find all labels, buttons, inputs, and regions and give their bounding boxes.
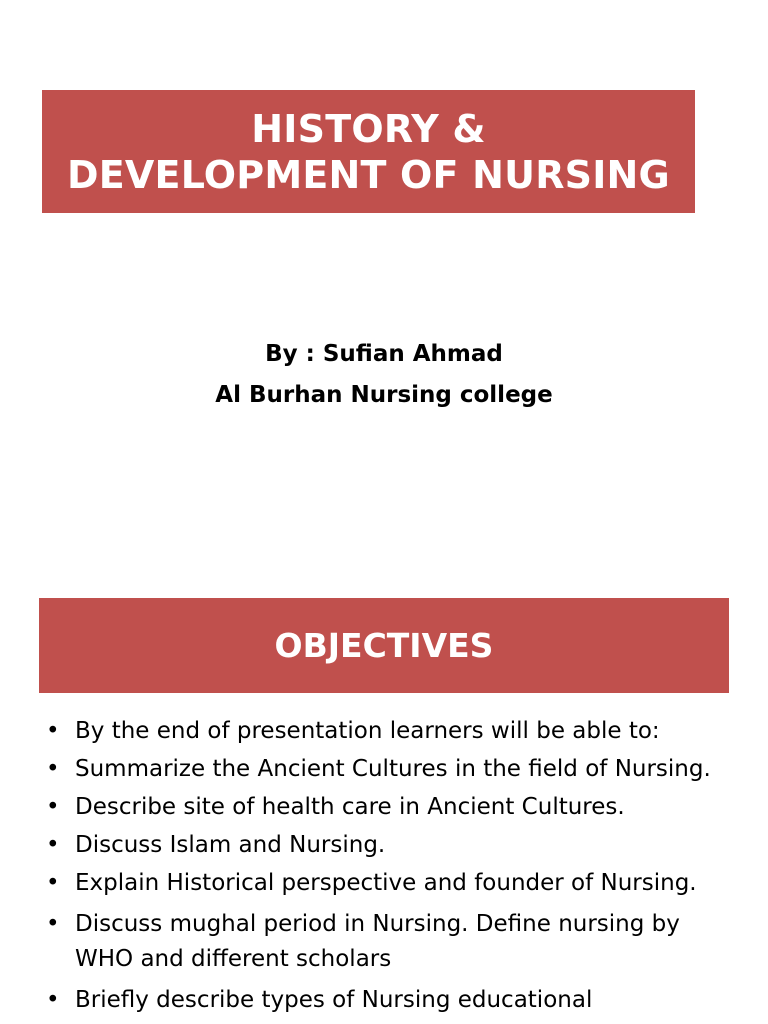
bullet-icon: • xyxy=(46,832,60,858)
title-banner xyxy=(42,90,695,213)
objectives-banner xyxy=(39,598,729,693)
list-item xyxy=(40,983,740,1018)
author-name: By : Sufian Ahmad xyxy=(265,341,503,367)
title-line-1: HISTORY & xyxy=(251,106,486,151)
objectives-list xyxy=(40,714,740,1021)
bullet-icon: • xyxy=(46,870,60,896)
bullet-icon: • xyxy=(46,718,60,744)
bullet-icon: • xyxy=(46,911,60,937)
list-item xyxy=(40,828,740,863)
bullet-icon: • xyxy=(46,756,60,782)
institution-name: Al Burhan Nursing college xyxy=(215,382,553,408)
objective-text: Describe site of health care in Ancient Cultures. xyxy=(75,794,625,820)
objective-text: Discuss Islam and Nursing. xyxy=(75,832,386,858)
objective-text: By the end of presentation learners will be able to: xyxy=(75,718,660,744)
list-item xyxy=(40,866,740,901)
title-line-2: DEVELOPMENT OF NURSING xyxy=(67,152,670,197)
bullet-icon: • xyxy=(46,987,60,1013)
author-block xyxy=(0,334,768,416)
objective-text: Briefly describe types of Nursing educational xyxy=(75,987,593,1013)
objective-text: Explain Historical perspective and founder of Nursing. xyxy=(75,870,697,896)
list-item xyxy=(40,907,740,977)
objective-text: Summarize the Ancient Cultures in the field of Nursing. xyxy=(75,756,711,782)
list-item xyxy=(40,714,740,749)
bullet-icon: • xyxy=(46,794,60,820)
objective-text: Discuss mughal period in Nursing. Define nursing by WHO and different scholars xyxy=(75,911,680,972)
objectives-heading: OBJECTIVES xyxy=(274,625,494,665)
list-item xyxy=(40,790,740,825)
list-item xyxy=(40,752,740,787)
